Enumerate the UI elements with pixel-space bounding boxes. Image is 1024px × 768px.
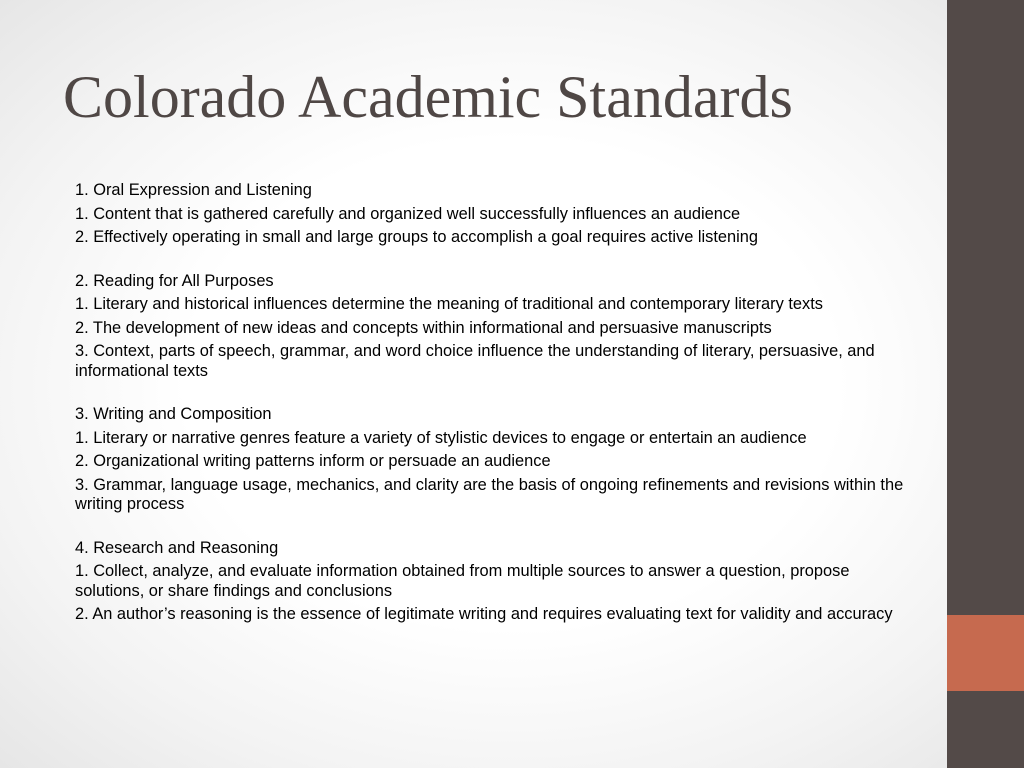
section-heading: 1. Oral Expression and Listening [75,181,312,199]
list-item: 1. Collect, analyze, and evaluate information obtained from multiple sources to answer a question, propose solutions, or share findings and conclusions [75,562,850,600]
list-item: 2. Organizational writing patterns inform or persuade an audience [75,452,551,470]
section-heading: 4. Research and Reasoning [75,538,279,557]
section-heading: 2. Reading for All Purposes [75,271,274,290]
list-item: 2. Effectively operating in small and large groups to accomplish a goal requires active listening [75,228,759,246]
list-item: 3. Context, parts of speech, grammar, and word choice influence the understanding of literary, persuasive, and informational texts [75,342,875,380]
standard-section [75,539,905,625]
list-item: 2. The development of new ideas and concepts within informational and persuasive manuscripts [75,318,772,337]
standard-section [75,405,905,515]
sidebar-band [947,0,1024,768]
slide-body [75,181,905,649]
section-heading: 3. Writing and Composition [75,405,272,423]
list-item: 1. Content that is gathered carefully and organized well successfully influences an audience [75,204,741,223]
accent-block [947,615,1024,691]
list-item: 3. Grammar, language usage, mechanics, and clarity are the basis of ongoing refinements and revisions within the writing process [75,475,904,513]
slide-title: Colorado Academic Standards [63,64,793,130]
list-item: 1. Literary or narrative genres feature a variety of stylistic devices to engage or entertain an audience [75,428,807,447]
standard-section [75,272,905,382]
list-item: 2. An author’s reasoning is the essence of legitimate writing and requires evaluating text for validity and accuracy [75,605,893,623]
standard-section [75,181,905,248]
list-item: 1. Literary and historical influences determine the meaning of traditional and contemporary literary texts [75,295,823,313]
